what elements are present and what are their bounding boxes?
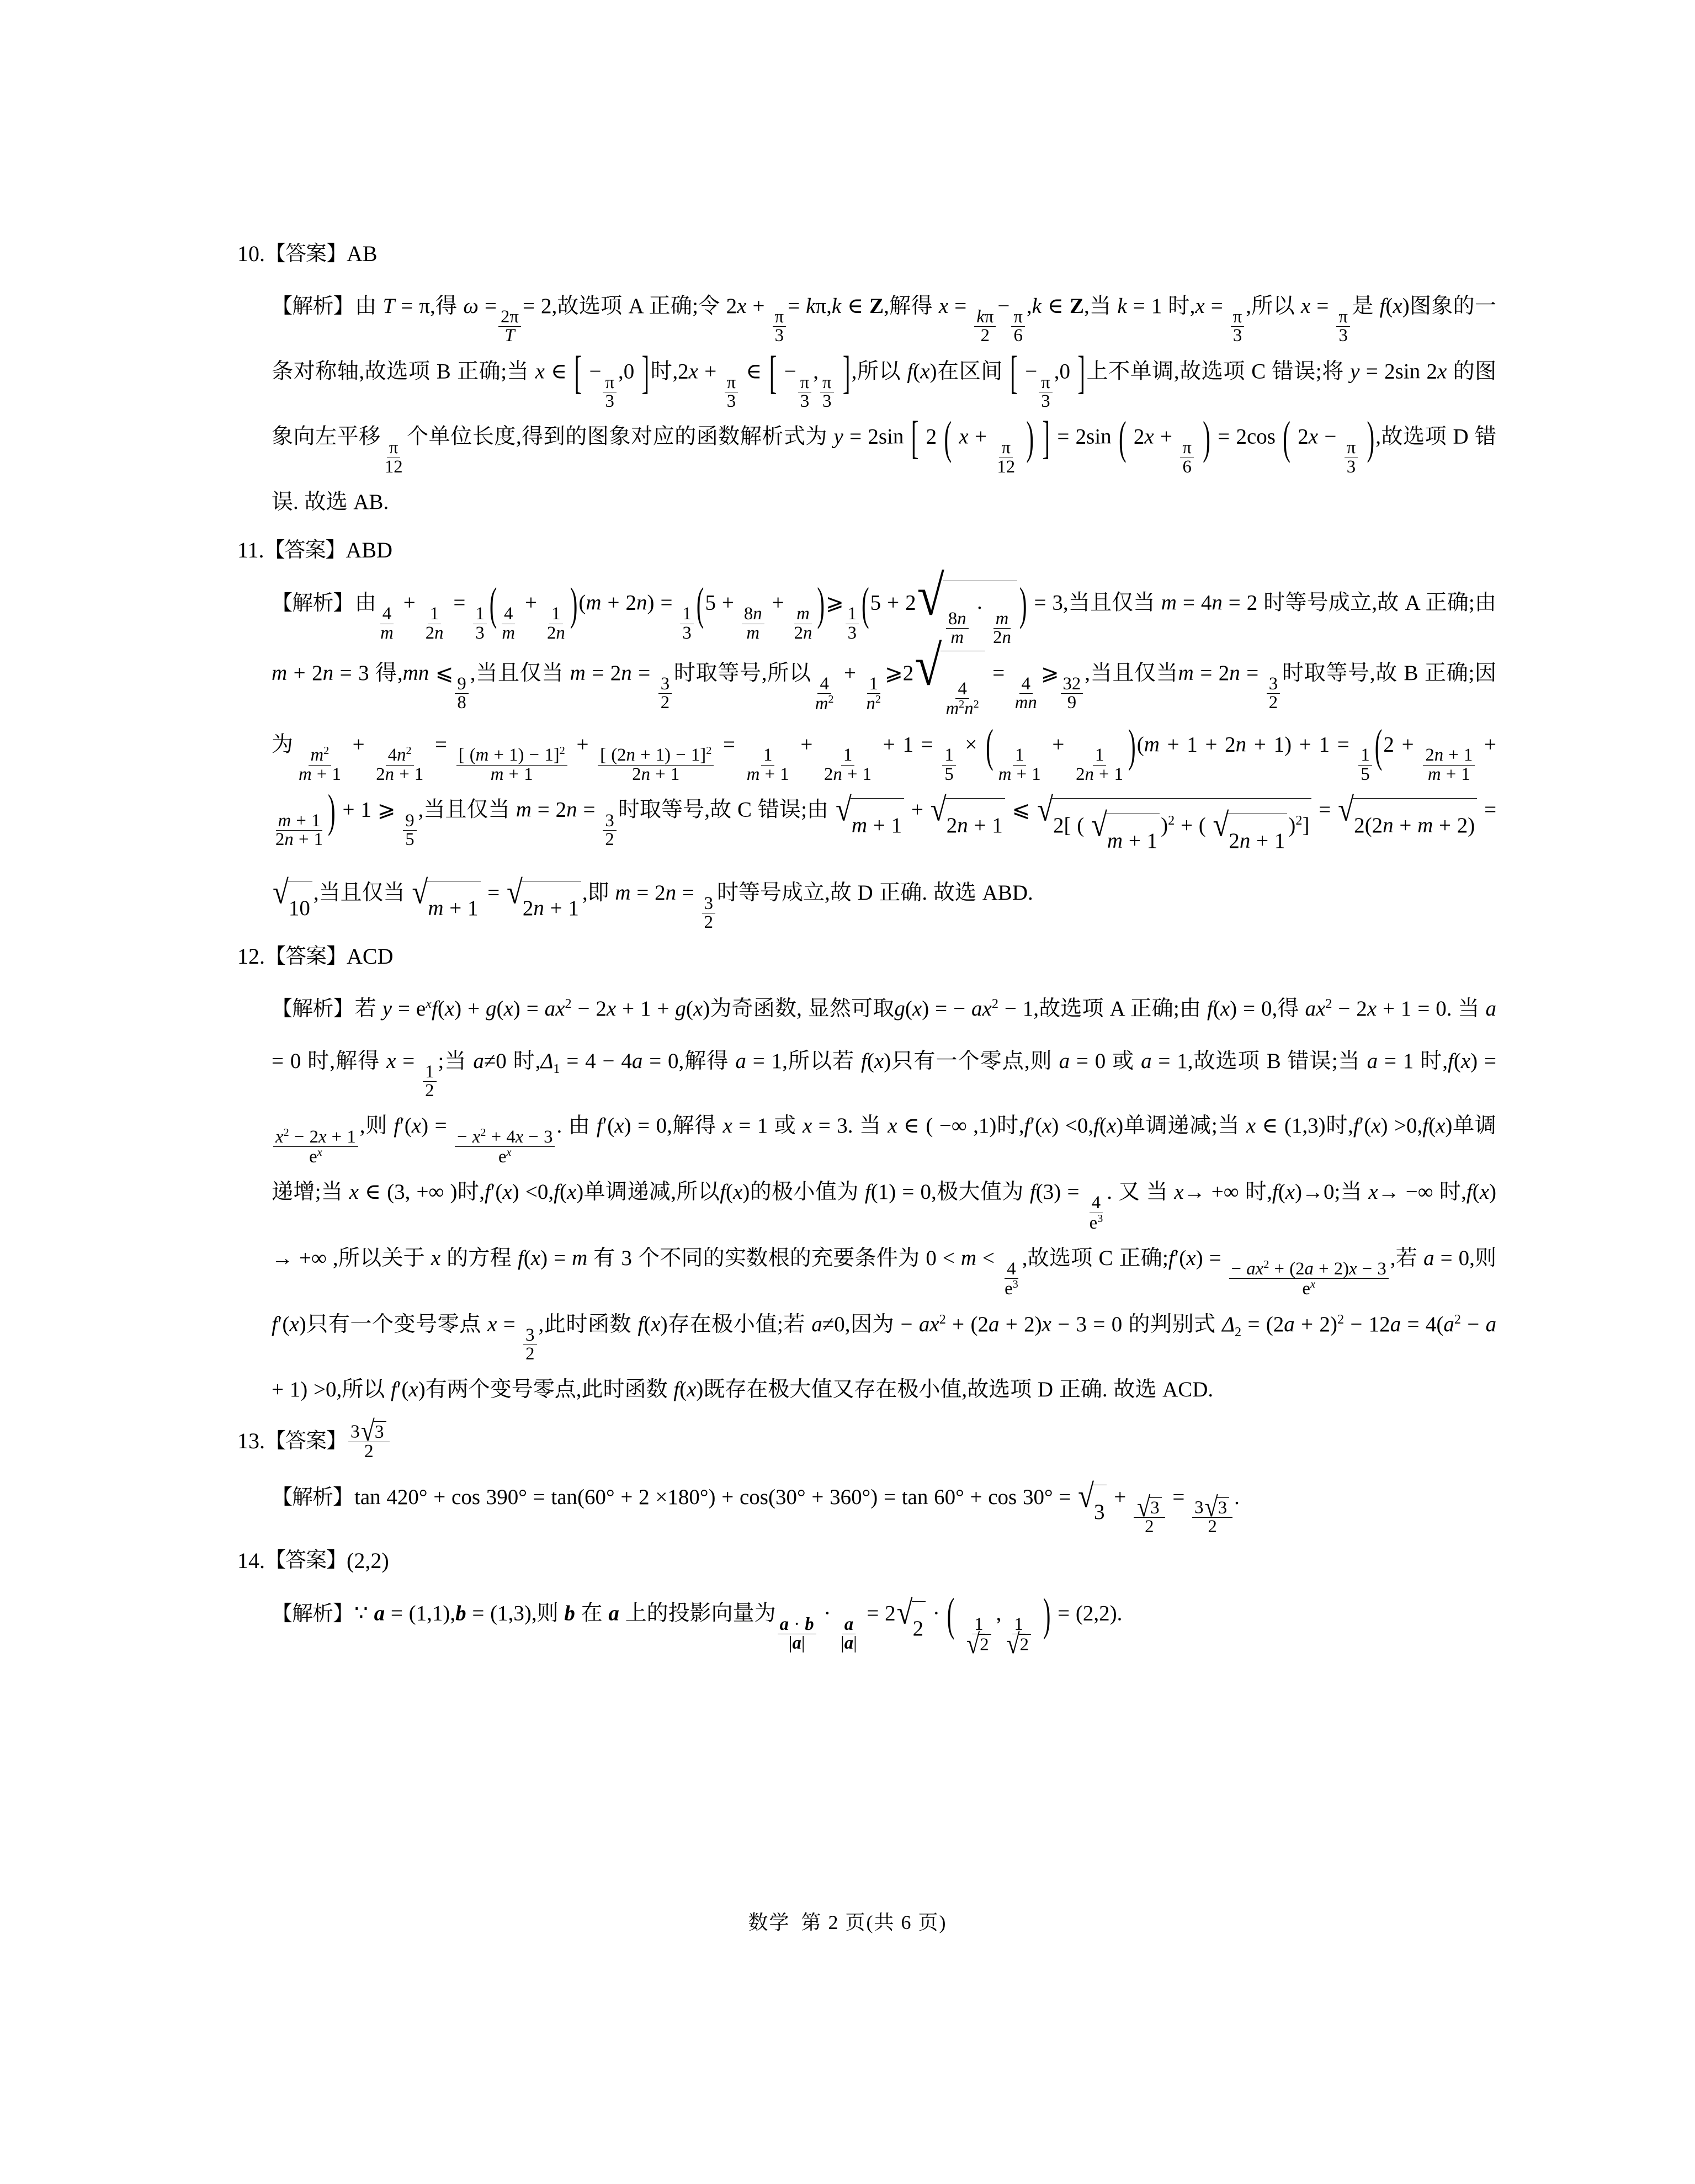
answer-value-13: 3 √ 3 2 bbox=[348, 1421, 389, 1462]
answer-value-11: ABD bbox=[346, 538, 392, 563]
solution-13: 【解析】tan 420° + cos 390° = tan(60° + 2 ×180°) + cos(30° + 360°) = tan 60° + cos 30° = √ 3 + √ 3 2 = 3 √ 3 2 . bbox=[272, 1471, 1496, 1539]
answer-line-13 bbox=[237, 1415, 1496, 1462]
answer-line-14 bbox=[237, 1544, 1496, 1577]
analysis-tag: 【解析】 bbox=[272, 1485, 354, 1509]
footer-subject: 数学 bbox=[748, 1911, 790, 1933]
analysis-tag: 【解析】 bbox=[272, 592, 354, 615]
entry-number-13: 13. bbox=[237, 1428, 265, 1454]
entry-number-14: 14. bbox=[237, 1548, 265, 1573]
solution-14: 【解析】∵ a = (1,1),b = (1,3),则 b 在 a 上的投影向量为 $\frac{a \cdot b}{|a|}$ · $\frac{a}{|a|}$ = 2 √ 2 · ( 1 √ 2 , 1 √ 2 ) = (2,2). bbox=[272, 1589, 1123, 1660]
entry-11 bbox=[237, 534, 1496, 934]
entry-number-12: 12. bbox=[237, 944, 265, 969]
footer-page-label: 第 2 页(共 6 页) bbox=[801, 1911, 947, 1933]
solution-10: 【解析】由 T = π,得 ω = $\frac{2\pi}{T}$ = 2,故选项 A 正确;令 2x + $\frac{\pi}{3}$ = kπ,k ∈ Z,解得 x = $\frac{k\pi}{2}$ − $\frac{\pi}{6}$ ,k ∈ Z,当 k = 1 时,x = $\frac{\pi}{3}$ ,所以 x = $\frac{\pi}{3}$ 是 f(x)图象的一条对称轴,故选项 B 正确;当 x ∈ [ − $\frac{\pi}{3}$ ,0 ]时,2x + $\frac{\pi}{3}$ ∈ [ − $\frac{\pi}{3}$ , $\frac{\pi}{3}$ ],所以 f(x)在区间 [ − $\frac{\pi}{3}$ ,0 ]上不单调,故选项 C 错误;将 y = 2sin 2x 的图象向左平移 $\frac{\pi}{12}$ 个单位长度,得到的图象对应的函数解析式为 y = 2sin [ 2 ( x + $\frac{\pi}{12}$ ) ] = 2sin ( 2x + $\frac{\pi}{6}$ ) = 2cos ( 2x − $\frac{\pi}{3}$ ),故选项 D 错误. 故选 AB. bbox=[272, 294, 1497, 514]
entry-12 bbox=[237, 940, 1496, 1416]
answer-tag: 【答案】 bbox=[265, 944, 347, 968]
entry-number-10: 10. bbox=[237, 241, 265, 266]
solution-12: 【解析】若 $y = e^xf(x) + g(x) = ax^2 - 2x + 1 + g(x)$为奇函数, 显然可取g(x) = − $ax^2 - 1$,故选项 A 正确;由 f(x) = 0,得 $ax^2 - 2x + 1 = 0$. 当 a = 0 时,解得 x = $\frac{1}{2}$ ;当 a≠0 时$,\Delta_1 = 4 - 4a = 0$,解得 a = 1,所以若 f(x)只有一个零点,则 a = 0 或 a = 1,故选项 B 错误;当 a = 1 时,f(x) = $\frac{x^2 - 2x + 1}{e^x}$ ,则 f′(x) = $\frac{- x^2 + 4x - 3}{e^x}$ . 由 f′(x) = 0,解得 x = 1 或 x = 3. 当 x ∈ ( −∞ ,1)时,f′(x) <0,f(x)单调递减;当 x ∈ (1,3)时,f′(x) >0,f(x)单调递增;当 x ∈ (3, +∞ )时,f′(x) <0,f(x)单调递减,所以f(x)的极小值为 f(1) = 0,极大值为 f(3) = $\frac{4}{e^3}$ . 又 当 x→ +∞ 时,f(x)→0;当 x→ −∞ 时,f(x) → +∞ ,所以关于 x 的方程 f(x) = m 有 3 个不同的实数根的充要条件为 0 < m < $\frac{4}{e^3}$ ,故选项 C 正确;f′(x) = $\frac{- ax^2 + (2a + 2)x - 3}{e^x}$ ,若 a = 0,则 f′(x)只有一个变号零点 x = $\frac{3}{2}$ ,此时函数 f(x)存在极小值;若 a≠0,因为 − $ax^2 + (2a + 2)x - 3 = 0$ 的判别式 $\Delta_2 = (2a + 2)^2 - 12a = 4(a^2 - a + 1) >0$,所以 f′(x)有两个变号零点,此时函数 f(x)既存在极大值又存在极小值,故选项 D 正确. 故选 ACD. bbox=[272, 996, 1497, 1401]
analysis-tag: 【解析】 bbox=[272, 295, 354, 318]
entry-10 bbox=[237, 237, 1496, 528]
entry-13 bbox=[237, 1415, 1496, 1539]
answer-tag: 【答案】 bbox=[265, 1549, 347, 1572]
answer-value-14: (2,2) bbox=[347, 1548, 389, 1573]
answer-tag: 【答案】 bbox=[265, 242, 347, 265]
solution-11: 【解析】由 $\frac{4}{m}$ + $\frac{1}{2n}$ = $\frac{1}{3}$ ( $\frac{4}{m}$ + $\frac{1}{2n}$ )(m + 2n) = $\frac{1}{3}$ (5 + $\frac{8n}{m}$ + $\frac{m}{2n}$ )⩾ $\frac{1}{3}$ (5 + 2 √ $\frac{8n}{m}$ · $\frac{m}{2n}$ ) = 3,当且仅当 m = 4n = 2 时等号成立,故 A 正确;由 m + 2n = 3 得,mn ⩽ $\frac{9}{8}$ ,当且仅当 m = 2n = $\frac{3}{2}$ 时取等号,所以 $\frac{4}{m^2}$ + $\frac{1}{n^2}$ ⩾2 √ $\frac{4}{m^2n^2}$ = $\frac{4}{mn}$ ⩾ $\frac{32}{9}$ ,当且仅当m = 2n = $\frac{3}{2}$ 时取等号,故 B 正确;因为 $\frac{m^2}{m + 1}$ + $\frac{4n^2}{2n + 1}$ = $\frac{[ (m + 1) - 1]^2}{m + 1}$ + $\frac{[ (2n + 1) - 1]^2}{2n + 1}$ = $\frac{1}{m + 1}$ + $\frac{1}{2n + 1}$ + 1 = $\frac{1}{5}$ × ( $\frac{1}{m + 1}$ + $\frac{1}{2n + 1}$ )(m + 1 + 2n + 1) + 1 = $\frac{1}{5}$ (2 + $\frac{2n + 1}{m + 1}$ + $\frac{m + 1}{2n + 1}$ ) + 1 ⩾ $\frac{9}{5}$ ,当且仅当 m = 2n = $\frac{3}{2}$ 时取等号,故 C 错误;由 √ m + 1 + √ 2n + 1 ⩽ √ 2[ ( √ m + 1 )$^2$ + ( √ 2n + 1 )$^2$] = √ 2(2n + m + 2) = √ 10 ,当且仅当 √ m + 1 = √ 2n + 1 ,即 m = 2n = $\frac{3}{2}$ 时等号成立,故 D 正确. 故选 ABD. bbox=[272, 577, 1496, 934]
analysis-tag: 【解析】 bbox=[272, 997, 354, 1021]
answer-line-10 bbox=[237, 237, 1496, 270]
answer-tag: 【答案】 bbox=[265, 1429, 347, 1453]
answer-value-10: AB bbox=[347, 241, 378, 266]
analysis-tag: 【解析】 bbox=[272, 1602, 354, 1625]
entry-number-11: 11. bbox=[237, 538, 264, 563]
entry-14 bbox=[237, 1544, 1496, 1660]
answer-tag: 【答案】 bbox=[264, 538, 346, 562]
answer-value-12: ACD bbox=[347, 944, 394, 969]
answer-line-12 bbox=[237, 940, 1496, 973]
page-footer bbox=[0, 1907, 1695, 1935]
